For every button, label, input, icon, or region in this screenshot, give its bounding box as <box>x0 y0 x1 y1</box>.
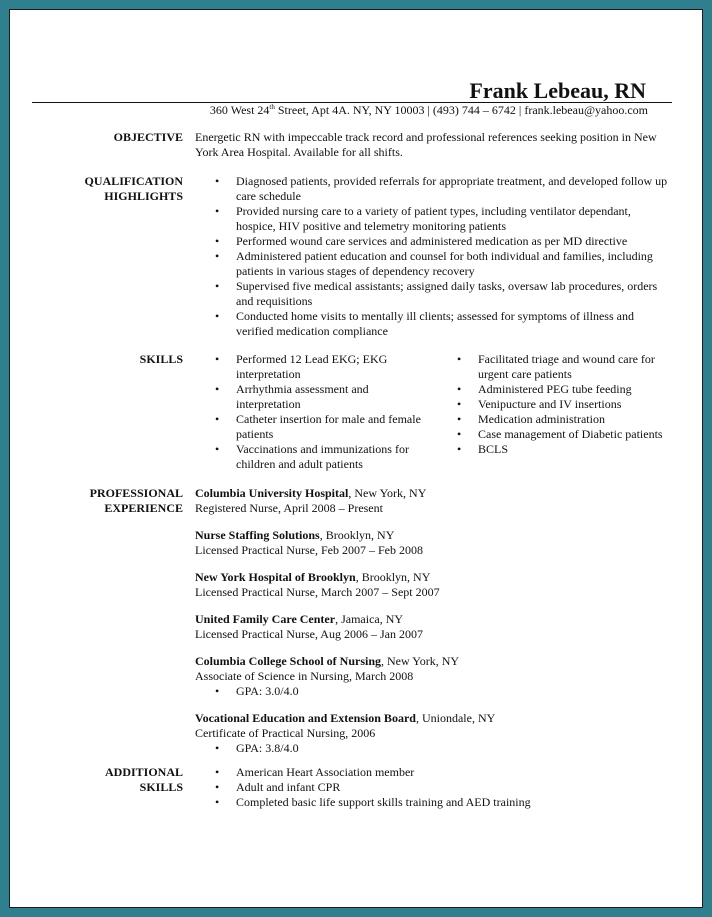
gpa-list <box>195 684 670 699</box>
objective-text: Energetic RN with impeccable track record and professional references seeking position in New York Area Hospital. Available for all shifts. <box>195 130 657 159</box>
section-label <box>32 486 183 516</box>
organization-location: , Brooklyn, NY <box>319 528 395 542</box>
education-entry <box>195 711 670 756</box>
list-item: • BCLS <box>437 442 667 457</box>
list-item: • Adult and infant CPR <box>195 780 670 795</box>
section-label <box>32 765 183 795</box>
organization-name: Nurse Staffing Solutions <box>195 528 320 542</box>
qualifications-list <box>195 174 670 339</box>
resume-page <box>9 9 703 908</box>
list-item: • Performed 12 Lead EKG; EKG interpretation <box>195 352 425 382</box>
organization-location: , New York, NY <box>381 654 460 668</box>
job-header <box>195 570 670 585</box>
qualifications-content <box>195 174 670 339</box>
list-item: • Catheter insertion for male and female patients <box>195 412 425 442</box>
job-role: Registered Nurse, April 2008 – Present <box>195 501 383 515</box>
label-line: SKILLS <box>139 780 183 794</box>
job-entry <box>195 612 670 642</box>
job-role: Associate of Science in Nursing, March 2008 <box>195 669 414 683</box>
organization-location: , Uniondale, NY <box>415 711 496 725</box>
list-item: • Diagnosed patients, provided referrals for appropriate treatment, and developed follow up care schedule <box>195 174 670 204</box>
list-item: • Facilitated triage and wound care for urgent care patients <box>437 352 667 382</box>
job-role: Licensed Practical Nurse, Feb 2007 – Feb 2008 <box>195 543 423 557</box>
organization-location: , Jamaica, NY <box>335 612 404 626</box>
address-part: 360 West 24 <box>209 103 270 117</box>
additional-skills-content <box>195 765 670 810</box>
list-item: • Provided nursing care to a variety of patient types, including ventilator dependant, hospice, HIV positive and telemetry monitoring patients <box>195 204 670 234</box>
list-item: • Administered patient education and counsel for both individual and families, including patients in various stages of dependency recovery <box>195 249 670 279</box>
label-line: ADDITIONAL <box>104 765 183 779</box>
list-item: • Vaccinations and immunizations for children and adult patients <box>195 442 425 472</box>
list-item: • American Heart Association member <box>195 765 670 780</box>
job-header <box>195 528 670 543</box>
education-entry <box>195 654 670 699</box>
label-line: PROFESSIONAL <box>89 486 183 500</box>
organization-location: , Brooklyn, NY <box>355 570 431 584</box>
job-entry <box>195 486 670 516</box>
job-role: Licensed Practical Nurse, Aug 2006 – Jan 2007 <box>195 627 423 641</box>
list-item: • Venipucture and IV insertions <box>437 397 667 412</box>
skills-column-right <box>437 352 667 457</box>
list-item: • Supervised five medical assistants; assigned daily tasks, oversaw lab procedures, orders and requisitions <box>195 279 670 309</box>
additional-skills-list <box>195 765 670 810</box>
section-label <box>32 174 183 204</box>
label-line: QUALIFICATION <box>84 174 183 188</box>
skills-list-left <box>195 352 425 472</box>
contact-details: Street, Apt 4A. NY, NY 10003 | (493) 744 – 6742 | frank.lebeau@yahoo.com <box>274 103 648 117</box>
organization-name: Columbia University Hospital <box>195 486 349 500</box>
job-header <box>195 654 670 669</box>
list-item: • Completed basic life support skills training and AED training <box>195 795 670 810</box>
list-item: • Medication administration <box>437 412 667 427</box>
skills-column-left <box>195 352 425 472</box>
list-item: • Arrhythmia assessment and interpretation <box>195 382 425 412</box>
job-header <box>195 711 670 726</box>
job-role: Licensed Practical Nurse, March 2007 – Sept 2007 <box>195 585 440 599</box>
job-header <box>195 612 670 627</box>
organization-name: United Family Care Center <box>195 612 336 626</box>
job-entry <box>195 570 670 600</box>
gpa-list <box>195 741 670 756</box>
address-suffix: th <box>269 103 275 111</box>
list-item: • Performed wound care services and administered medication as per MD directive <box>195 234 670 249</box>
list-item: • GPA: 3.0/4.0 <box>195 684 670 699</box>
job-header <box>195 486 670 501</box>
organization-name: Columbia College School of Nursing <box>195 654 382 668</box>
label-line: HIGHLIGHTS <box>104 189 183 203</box>
list-item: • Conducted home visits to mentally ill clients; assessed for symptoms of illness and verified medication compliance <box>195 309 670 339</box>
job-entry <box>195 528 670 558</box>
list-item: • Administered PEG tube feeding <box>437 382 667 397</box>
list-item: • GPA: 3.8/4.0 <box>195 741 670 756</box>
experience-content <box>195 486 670 768</box>
list-item: • Case management of Diabetic patients <box>437 427 667 442</box>
organization-name: New York Hospital of Brooklyn <box>195 570 356 584</box>
skills-list-right <box>437 352 667 457</box>
candidate-name: Frank Lebeau, RN <box>469 78 646 103</box>
job-role: Certificate of Practical Nursing, 2006 <box>195 726 376 740</box>
label-line: EXPERIENCE <box>104 501 183 515</box>
organization-location: , New York, NY <box>348 486 427 500</box>
contact-line <box>210 103 648 118</box>
section-label: OBJECTIVE <box>113 130 183 144</box>
section-label: SKILLS <box>139 352 183 366</box>
organization-name: Vocational Education and Extension Board <box>195 711 416 725</box>
